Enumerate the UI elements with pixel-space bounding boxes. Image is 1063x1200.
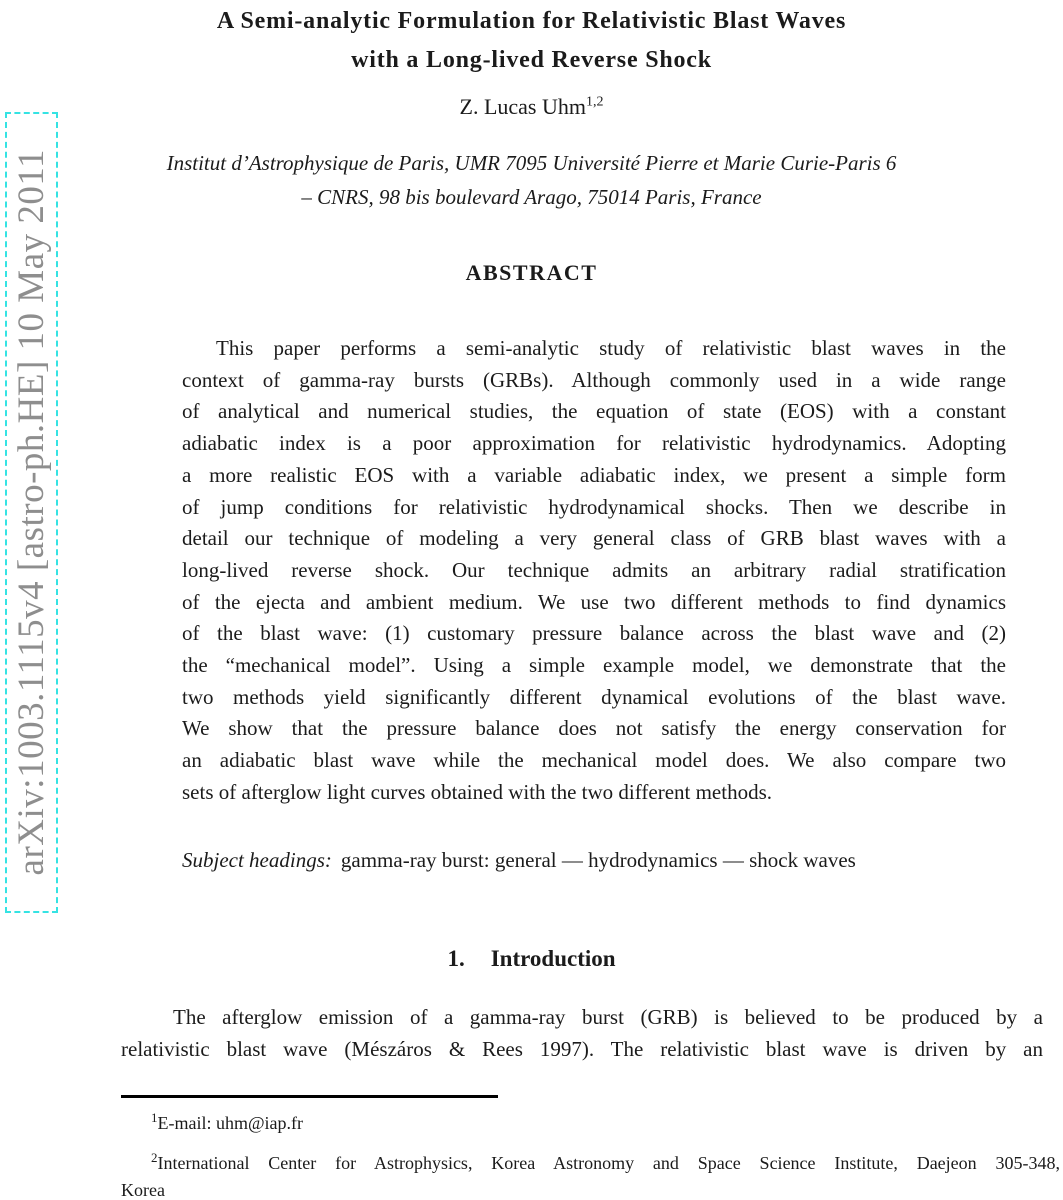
paper-title-line1: A Semi-analytic Formulation for Relativistic Blast Waves	[216, 8, 847, 34]
section-title: Introduction	[490, 946, 616, 971]
section-heading-introduction	[0, 944, 1063, 974]
arxiv-stamp-box	[5, 112, 58, 913]
subject-headings-label: Subject headings:	[182, 848, 332, 872]
affiliation-line1: Institut d’Astrophysique de Paris, UMR 7095 Université Pierre et Marie Curie-Paris 6	[166, 151, 897, 175]
abstract-line: sets of afterglow light curves obtained with the two different methods.	[182, 779, 773, 804]
abstract-line: the “mechanical model”. Using a simple example model, we demonstrate that the	[182, 653, 1006, 678]
abstract-line: We show that the pressure balance does not satisfy the energy conservation for	[182, 716, 1006, 741]
footnote-rule	[121, 1095, 498, 1098]
abstract-line: an adiabatic blast wave while the mechanical model does. We also compare two	[182, 748, 1006, 773]
abstract-line: adiabatic index is a poor approximation for relativistic hydrodynamics. Adopting	[182, 431, 1006, 456]
abstract-line: of the blast wave: (1) customary pressure balance across the blast wave and (2)	[182, 621, 1006, 646]
subject-headings	[182, 845, 1006, 875]
abstract-paragraph	[182, 333, 1006, 809]
footnotes	[121, 1110, 1060, 1200]
abstract-line: two methods yield significantly different dynamical evolutions of the blast wave.	[182, 684, 1006, 709]
footnote-affiliation2	[121, 1150, 1060, 1200]
footnote-affiliation2-line2: Korea	[121, 1180, 165, 1200]
paper-title	[0, 2, 1063, 80]
affiliation	[0, 146, 1063, 214]
arxiv-stamp-text: arXiv:1003.1115v4 [astro-ph.HE] 10 May 2011	[11, 149, 52, 876]
intro-paragraph	[121, 1002, 1043, 1065]
abstract-line: a more realistic EOS with a variable adiabatic index, we present a simple form	[182, 462, 1006, 487]
abstract-line: long-lived reverse shock. Our technique admits an arbitrary radial stratification	[182, 557, 1006, 582]
author-footnote-marker: 1,2	[585, 94, 604, 110]
author-name: Z. Lucas Uhm	[459, 94, 586, 119]
abstract-line: of the ejecta and ambient medium. We use two different methods to find dynamics	[182, 589, 1006, 614]
abstract-line: context of gamma-ray bursts (GRBs). Although commonly used in a wide range	[182, 367, 1006, 392]
subject-headings-text: gamma-ray burst: general — hydrodynamics — shock waves	[340, 848, 856, 872]
abstract-line: of jump conditions for relativistic hydrodynamical shocks. Then we describe in	[182, 494, 1006, 519]
footnote-marker-2: 2	[151, 1150, 158, 1165]
author-line	[0, 92, 1063, 122]
footnote-email	[121, 1110, 1060, 1137]
abstract-line: of analytical and numerical studies, the equation of state (EOS) with a constant	[182, 399, 1006, 424]
intro-line: The afterglow emission of a gamma-ray burst (GRB) is believed to be produced by a	[173, 1005, 1043, 1029]
footnote-marker-1: 1	[151, 1110, 158, 1125]
affiliation-line2: – CNRS, 98 bis boulevard Arago, 75014 Paris, France	[301, 185, 762, 209]
intro-line: relativistic blast wave (Mészáros & Rees 1997). The relativistic blast wave is driven by an	[121, 1036, 1043, 1061]
abstract-line: detail our technique of modeling a very general class of GRB blast waves with a	[182, 526, 1006, 551]
paper-title-line2: with a Long-lived Reverse Shock	[351, 47, 712, 73]
abstract-heading: ABSTRACT	[465, 260, 598, 285]
footnote-affiliation2-line1: International Center for Astrophysics, Korea Astronomy and Space Science Institute, Daejeon 305-348,	[157, 1153, 1060, 1173]
footnote-email-text: E-mail: uhm@iap.fr	[157, 1113, 304, 1133]
abstract-line: This paper performs a semi-analytic study of relativistic blast waves in the	[216, 336, 1006, 360]
section-number: 1.	[447, 946, 465, 971]
